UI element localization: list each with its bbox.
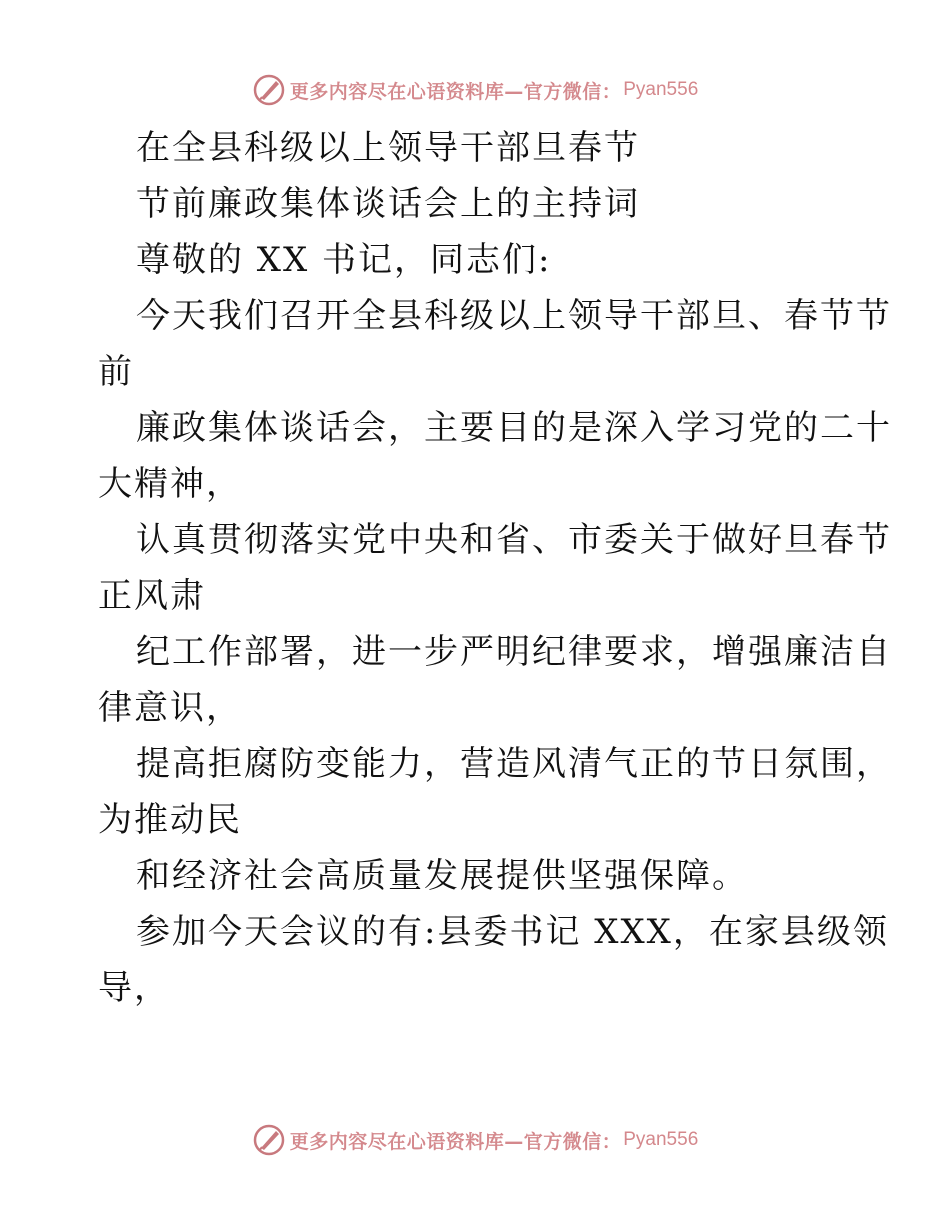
doc-line: 参加今天会议的有:县委书记 XXX，在家县级领 [136, 912, 889, 952]
doc-line: 提高拒腐防变能力，营造风清气正的节日氛围， [136, 744, 892, 784]
doc-line: 廉政集体谈话会，主要目的是深入学习党的二十 [136, 408, 892, 448]
doc-line: 为推动民 [98, 800, 242, 840]
doc-line: 律意识， [98, 688, 242, 728]
doc-line: 尊敬的 XX 书记，同志们: [136, 240, 552, 280]
watermark-text: 更多内容尽在心语资料库—官方微信： [289, 80, 622, 103]
quill-logo-icon [252, 1123, 286, 1157]
doc-line: 今天我们召开全县科级以上领导干部旦、春节节 [136, 296, 892, 336]
watermark-wechat-id: Pyan556 [623, 1129, 699, 1150]
doc-line: 正风肃 [98, 576, 206, 616]
watermark-text: 更多内容尽在心语资料库—官方微信： [289, 1130, 622, 1153]
footer-watermark-banner [0, 1120, 950, 1160]
doc-line: 导， [98, 968, 170, 1008]
doc-line: 前 [98, 352, 134, 392]
watermark-wechat-id: Pyan556 [623, 79, 699, 100]
doc-line: 在全县科级以上领导干部旦春节 [136, 128, 640, 168]
header-watermark-banner [0, 70, 950, 110]
doc-line: 纪工作部署，进一步严明纪律要求，增强廉洁自 [136, 632, 892, 672]
doc-line: 大精神， [98, 464, 242, 504]
quill-logo-icon [252, 73, 286, 107]
doc-line: 认真贯彻落实党中央和省、市委关于做好旦春节 [136, 520, 892, 560]
doc-line: 和经济社会高质量发展提供坚强保障。 [136, 856, 748, 896]
doc-line: 节前廉政集体谈话会上的主持词 [136, 184, 640, 224]
